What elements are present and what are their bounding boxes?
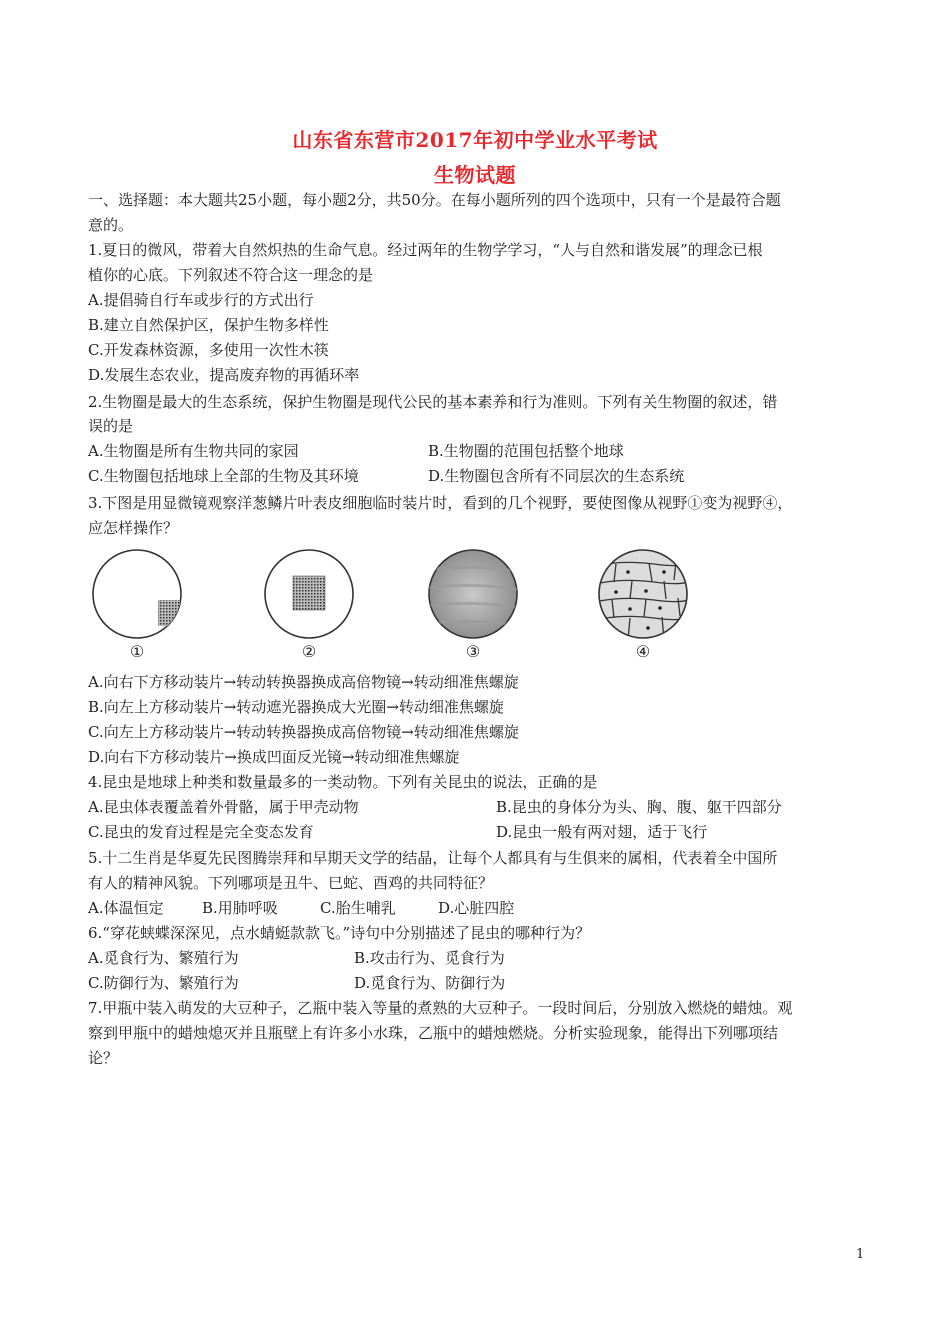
section-instructions-line-2: 意的。 [88, 216, 134, 234]
q6-stem: 6.“穿花蛱蝶深深见，点水蜻蜓款款飞。”诗句中分别描述了昆虫的哪种行为？ [88, 924, 591, 942]
q1-option-c: C.开发森林资源，多使用一次性木筷 [88, 341, 329, 359]
view-3-label: ③ [465, 642, 481, 661]
q2-stem-line-1: 2.生物圈是最大的生态系统，保护生物圈是现代公民的基本素养和行为准则。下列有关生物圈的叙述，错 [88, 393, 778, 411]
view-1-label: ① [129, 642, 145, 661]
q6-option-c: C.防御行为、繁殖行为 [88, 974, 239, 992]
q4-option-a: A.昆虫体表覆盖着外骨骼，属于甲壳动物 [88, 798, 359, 816]
q5-option-a: A.体温恒定 [88, 899, 164, 917]
microscope-views-figure [88, 548, 708, 668]
q3-option-d: D.向右下方移动装片→换成凹面反光镜→转动细准焦螺旋 [88, 748, 460, 766]
q2-option-b: B.生物圈的范围包括整个地球 [428, 442, 624, 460]
q3-option-c: C.向左上方移动装片→转动转换器换成高倍物镜→转动细准焦螺旋 [88, 723, 519, 741]
view-4-label: ④ [635, 642, 651, 661]
microscope-view-4 [594, 548, 692, 666]
view-1-drawing [88, 548, 186, 640]
q6-option-a: A.觅食行为、繁殖行为 [88, 949, 239, 967]
section-instructions-line-1: 一、选择题：本大题共25小题，每小题2分，共50分。在每小题所列的四个选项中，只有一个是最符合题 [88, 191, 781, 209]
microscope-view-1 [88, 548, 186, 666]
q5-option-d: D.心脏四腔 [438, 899, 515, 917]
view-2-drawing [260, 548, 358, 640]
q5-stem-line-1: 5.十二生肖是华夏先民图腾崇拜和早期天文学的结晶，让每个人都具有与生俱来的属相，代表着全中国所 [88, 849, 778, 867]
page-number: 1 [856, 1247, 865, 1262]
q4-option-b: B.昆虫的身体分为头、胸、腹、躯干四部分 [496, 798, 782, 816]
q1-option-a: A.提倡骑自行车或步行的方式出行 [88, 291, 314, 309]
q5-option-b: B.用肺呼吸 [202, 899, 278, 917]
q5-option-c: C.胎生哺乳 [320, 899, 396, 917]
q1-stem-line-1: 1.夏日的微风，带着大自然炽热的生命气息。经过两年的生物学学习，“人与自然和谐发展”的理念已根 [88, 241, 763, 259]
q7-stem-line-2: 察到甲瓶中的蜡烛熄灭并且瓶壁上有许多小水珠，乙瓶中的蜡烛燃烧。分析实验现象，能得出下列哪项结 [88, 1024, 779, 1042]
view-3-drawing [424, 548, 522, 640]
exam-title: 山东省东营市2017年初中学业水平考试 [292, 128, 658, 152]
q4-option-c: C.昆虫的发育过程是完全变态发育 [88, 823, 314, 841]
q3-option-a: A.向右下方移动装片→转动转换器换成高倍物镜→转动细准焦螺旋 [88, 673, 519, 691]
q3-stem-line-2: 应怎样操作？ [88, 519, 179, 537]
exam-subtitle: 生物试题 [434, 163, 516, 187]
q3-option-b: B.向左上方移动装片→转动遮光器换成大光圈→转动细准焦螺旋 [88, 698, 504, 716]
view-4-drawing [594, 548, 692, 640]
q5-stem-line-2: 有人的精神风貌。下列哪项是丑牛、巳蛇、酉鸡的共同特征？ [88, 874, 494, 892]
q2-option-d: D.生物圈包含所有不同层次的生态系统 [428, 467, 685, 485]
q1-option-d: D.发展生态农业，提高废弃物的再循环率 [88, 366, 360, 384]
q2-option-a: A.生物圈是所有生物共同的家园 [88, 442, 299, 460]
q1-option-b: B.建立自然保护区，保护生物多样性 [88, 316, 329, 334]
q4-stem: 4.昆虫是地球上种类和数量最多的一类动物。下列有关昆虫的说法，正确的是 [88, 773, 598, 791]
q6-option-b: B.攻击行为、觅食行为 [354, 949, 505, 967]
q6-option-d: D.觅食行为、防御行为 [354, 974, 506, 992]
microscope-view-3 [424, 548, 522, 666]
view-2-label: ② [301, 642, 317, 661]
q1-stem-line-2: 植你的心底。下列叙述不符合这一理念的是 [88, 266, 374, 284]
q7-stem-line-3: 论？ [88, 1049, 119, 1067]
q2-stem-line-2: 误的是 [88, 417, 134, 435]
q2-option-c: C.生物圈包括地球上全部的生物及其环境 [88, 467, 359, 485]
q7-stem-line-1: 7.甲瓶中装入萌发的大豆种子，乙瓶中装入等量的煮熟的大豆种子。一段时间后，分别放入燃烧的蜡烛。观 [88, 999, 793, 1017]
microscope-view-2 [260, 548, 358, 666]
q3-stem-line-1: 3.下图是用显微镜观察洋葱鳞片叶表皮细胞临时装片时，看到的几个视野，要使图像从视野①变为视野④， [88, 494, 793, 512]
q4-option-d: D.昆虫一般有两对翅，适于飞行 [496, 823, 708, 841]
